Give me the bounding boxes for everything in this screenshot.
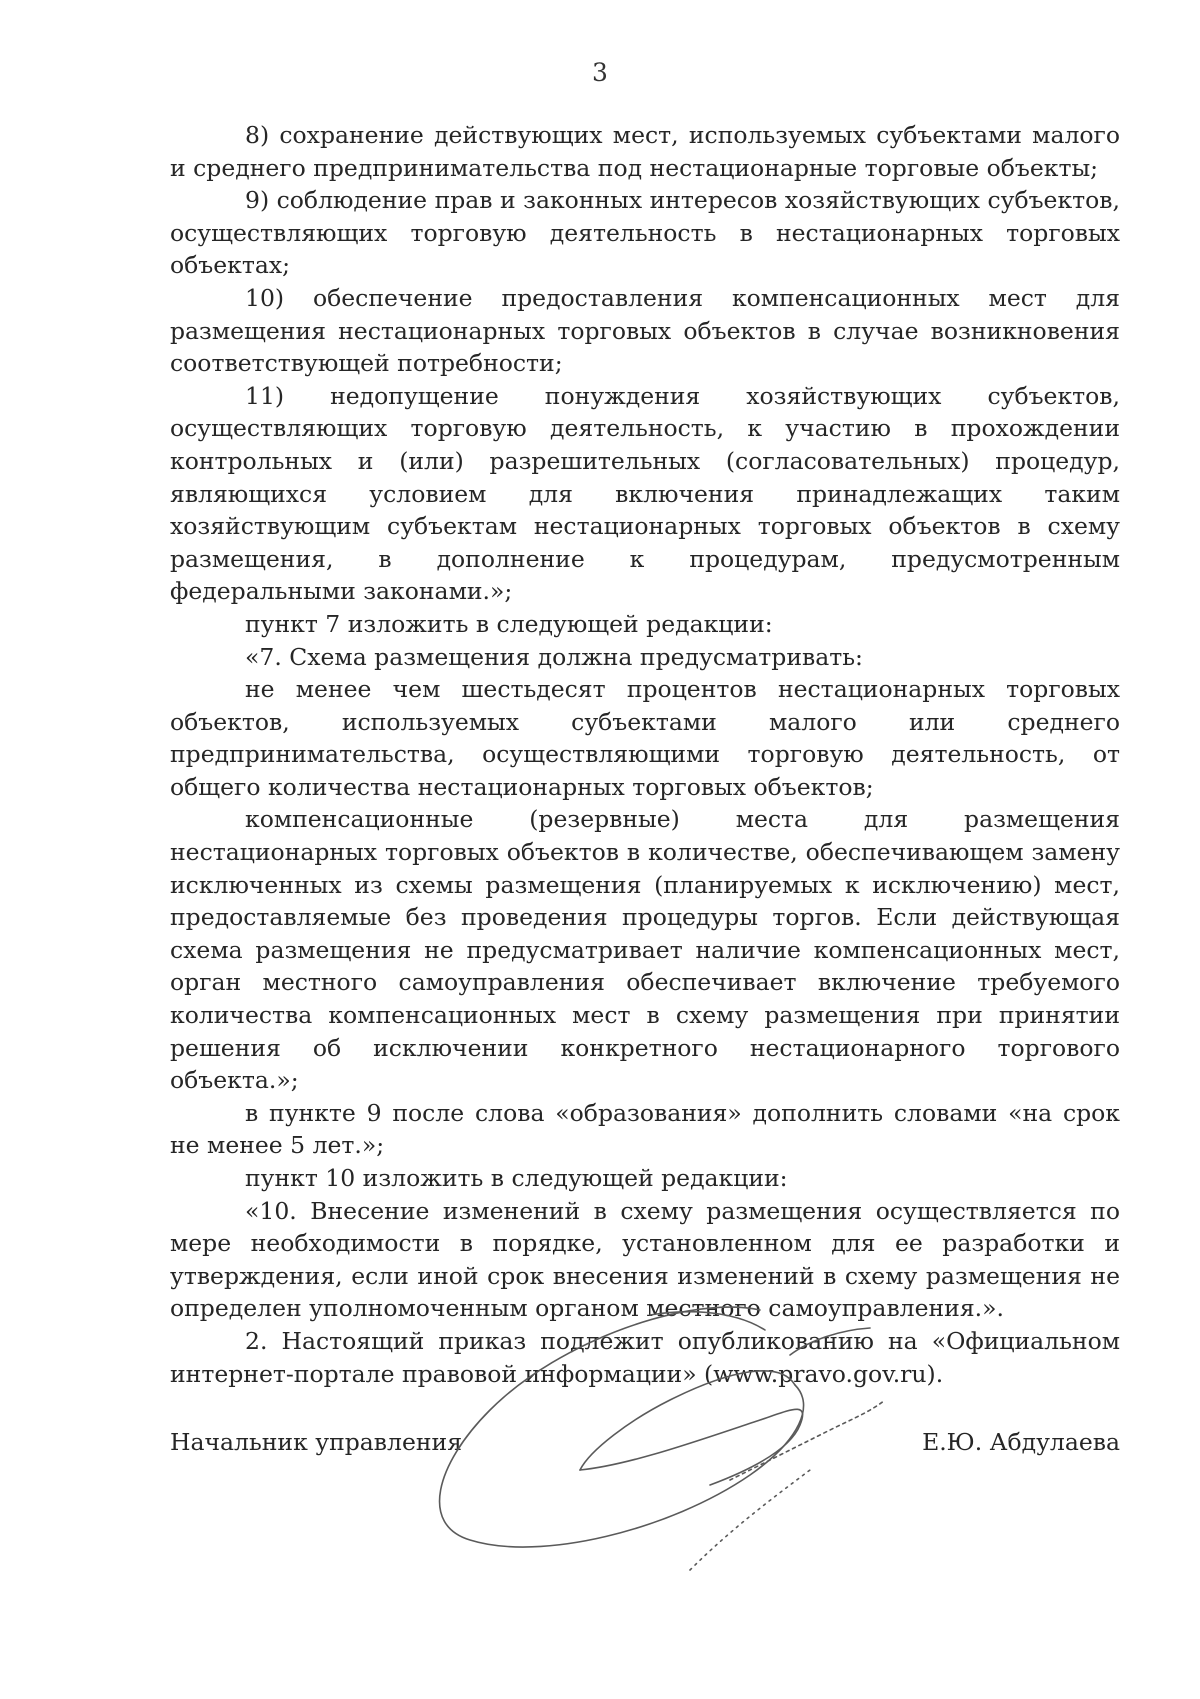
paragraph-amend-point-7: пункт 7 изложить в следующей редакции: — [245, 609, 773, 638]
paragraph-point-7-compensation: компенсационные (резервные) места для размещения нестационарных торговых объектов в количестве, обеспечивающем замену исключенных из схемы размещения (планируемых к исключению) мест, предоставляемые без проведения процедуры торгов. Если действующая схема размещения не предусматривает наличие компенсационных мест, орган местного самоуправления обеспечивает включение требуемого количества компенсационных мест в схему размещения при принятии решения об исключении конкретного нестационарного торгового объекта.»; — [170, 805, 1120, 1095]
paragraph-publication: 2. Настоящий приказ подлежит опубликованию на «Официальном интернет-портале правовой информации» (www.pravo.gov.ru). — [170, 1326, 1120, 1388]
paragraph-item-11: 11) недопущение понуждения хозяйствующих субъектов, осуществляющих торговую деятельность, к участию в прохождении контрольных и (или) разрешительных (согласовательных) процедур, являющихся условием для включения принадлежащих таким хозяйствующим субъектам нестационарных торговых объектов в схему размещения, в дополнение к процедурам, предусмотренным федеральными законами.»; — [170, 381, 1120, 606]
paragraph-point-10-text: «10. Внесение изменений в схему размещения осуществляется по мере необходимости в порядке, установленном для ее разработки и утверждения, если иной срок внесения изменений в схему размещения не определен уполномоченным органом местного самоуправления.». — [170, 1196, 1120, 1323]
paragraph-item-9: 9) соблюдение прав и законных интересов хозяйствующих субъектов, осуществляющих торговую деятельность в нестационарных торговых объектах; — [170, 186, 1120, 280]
paragraph-item-10: 10) обеспечение предоставления компенсационных мест для размещения нестационарных торговых объектов в случае возникновения соответствующей потребности; — [170, 283, 1120, 378]
paragraph-amend-point-9: в пункте 9 после слова «образования» дополнить словами «на срок не менее 5 лет.»; — [170, 1098, 1120, 1160]
paragraph-amend-point-10: пункт 10 изложить в следующей редакции: — [245, 1164, 788, 1192]
signatory-name: Е.Ю. Абдулаева — [922, 1428, 1120, 1456]
page-number: 3 — [592, 58, 608, 87]
paragraph-item-8: 8) сохранение действующих мест, используемых субъектами малого и среднего предпринимательства под нестационарные торговые объекты; — [170, 121, 1120, 182]
signature-block — [170, 1428, 1120, 1468]
signatory-position: Начальник управления — [170, 1428, 463, 1456]
document-body — [170, 119, 1120, 1390]
paragraph-point-7-sixty-percent: не менее чем шестьдесят процентов нестационарных торговых объектов, используемых субъектами малого или среднего предпринимательства, осуществляющими торговую деятельность, от общего количества нестационарных торговых объектов; — [170, 675, 1120, 801]
paragraph-point-7-heading: «7. Схема размещения должна предусматривать: — [245, 642, 863, 671]
